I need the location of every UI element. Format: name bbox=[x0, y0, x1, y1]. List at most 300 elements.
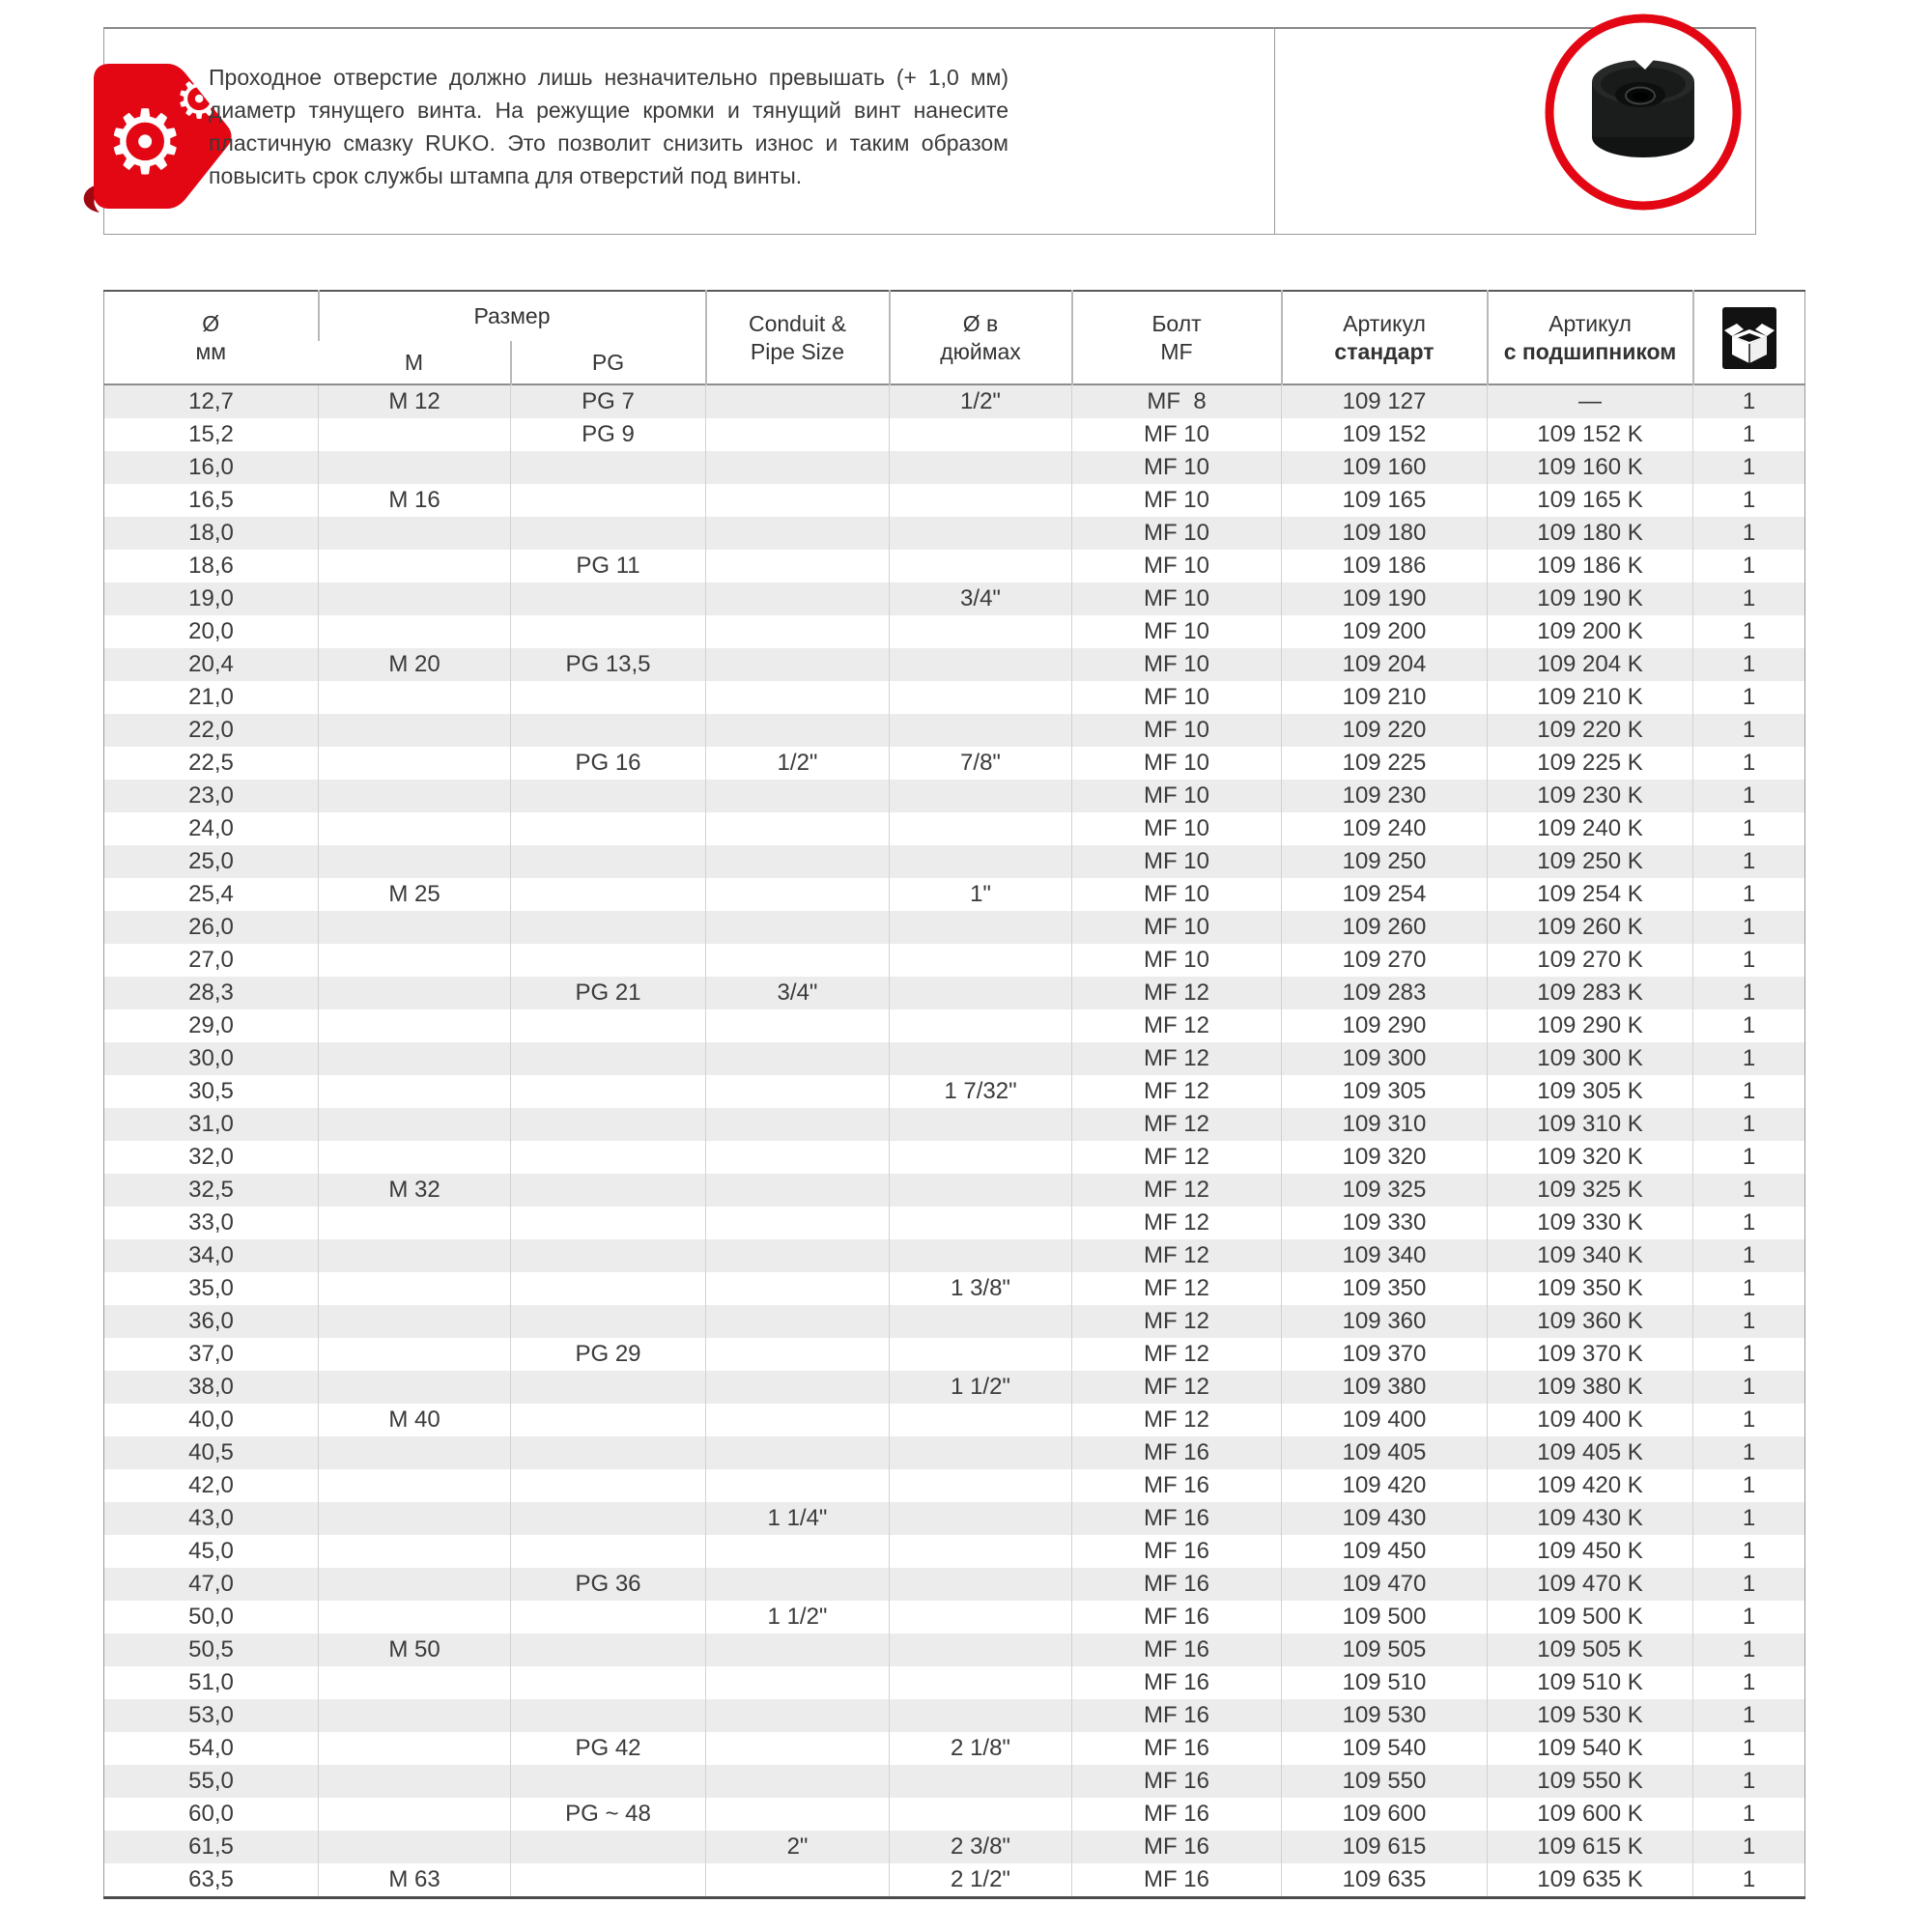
table-cell: MF 12 bbox=[1072, 1404, 1282, 1436]
table-cell: 25,4 bbox=[188, 881, 234, 907]
table-cell bbox=[706, 1568, 890, 1601]
table-cell: 109 290 K bbox=[1488, 1009, 1693, 1042]
table-cell: 61,5 bbox=[188, 1833, 234, 1860]
table-cell: PG 9 bbox=[511, 418, 706, 451]
table-cell bbox=[706, 1338, 890, 1371]
table-cell: 109 186 bbox=[1282, 550, 1488, 582]
table-cell bbox=[890, 1305, 1072, 1338]
table-header bbox=[104, 291, 1805, 384]
table-row bbox=[104, 1863, 1805, 1898]
table-cell: M 20 bbox=[319, 648, 511, 681]
col-header-article-line2: стандарт bbox=[1334, 338, 1435, 364]
table-cell bbox=[706, 517, 890, 550]
table-cell: 109 350 bbox=[1282, 1272, 1488, 1305]
table-cell: 109 400 K bbox=[1488, 1404, 1693, 1436]
table-row bbox=[104, 1239, 1805, 1272]
col-header-article-bearing-line2: с подшипником bbox=[1503, 338, 1677, 364]
table-cell bbox=[511, 780, 706, 812]
table-cell: 109 254 bbox=[1282, 878, 1488, 911]
table-cell bbox=[890, 1239, 1072, 1272]
table-cell: 1 3/8" bbox=[890, 1272, 1072, 1305]
table-cell: 1 bbox=[1693, 1174, 1805, 1207]
table-row bbox=[104, 1831, 1805, 1863]
table-cell: 109 160 K bbox=[1488, 451, 1693, 484]
table-cell: 109 540 K bbox=[1488, 1732, 1693, 1765]
table-cell: PG 13,5 bbox=[511, 648, 706, 681]
table-cell bbox=[706, 1535, 890, 1568]
table-cell: MF 12 bbox=[1072, 1207, 1282, 1239]
table-cell: 29,0 bbox=[188, 1012, 234, 1038]
table-cell bbox=[511, 517, 706, 550]
table-cell: 109 615 K bbox=[1488, 1831, 1693, 1863]
table-cell: 109 510 K bbox=[1488, 1666, 1693, 1699]
table-cell: 109 190 K bbox=[1488, 582, 1693, 615]
table-cell: 1 bbox=[1693, 1042, 1805, 1075]
table-cell: MF 16 bbox=[1072, 1863, 1282, 1898]
table-cell: MF 12 bbox=[1072, 1009, 1282, 1042]
table-cell: 30,5 bbox=[188, 1078, 234, 1104]
table-cell: 109 550 bbox=[1282, 1765, 1488, 1798]
table-cell: 1 bbox=[1693, 1338, 1805, 1371]
table-cell: 109 300 bbox=[1282, 1042, 1488, 1075]
table-cell bbox=[890, 1568, 1072, 1601]
table-cell bbox=[890, 1338, 1072, 1371]
table-cell: 32,5 bbox=[188, 1177, 234, 1203]
table-cell: 20,4 bbox=[188, 651, 234, 677]
table-cell bbox=[511, 878, 706, 911]
table-cell: 50,0 bbox=[188, 1604, 234, 1630]
table-cell: 1 bbox=[1693, 648, 1805, 681]
table-row bbox=[104, 648, 1805, 681]
table-cell bbox=[706, 1042, 890, 1075]
table-cell: 1 1/2" bbox=[890, 1371, 1072, 1404]
table-cell: 109 450 bbox=[1282, 1535, 1488, 1568]
table-cell bbox=[890, 1108, 1072, 1141]
table-row bbox=[104, 681, 1805, 714]
table-cell: 109 240 K bbox=[1488, 812, 1693, 845]
table-row bbox=[104, 1436, 1805, 1469]
table-cell: PG 36 bbox=[511, 1568, 706, 1601]
table-cell: MF 10 bbox=[1072, 878, 1282, 911]
table-cell bbox=[511, 1666, 706, 1699]
table-cell: 109 500 bbox=[1282, 1601, 1488, 1634]
table-cell: 1 bbox=[1693, 1699, 1805, 1732]
col-header-diameter-mm bbox=[104, 291, 319, 384]
table-cell bbox=[319, 714, 511, 747]
table-cell: MF 12 bbox=[1072, 1174, 1282, 1207]
table-cell bbox=[890, 845, 1072, 878]
table-row bbox=[104, 1338, 1805, 1371]
table-cell: 109 370 K bbox=[1488, 1338, 1693, 1371]
table-cell bbox=[706, 451, 890, 484]
table-cell bbox=[890, 1141, 1072, 1174]
table-cell: 109 380 K bbox=[1488, 1371, 1693, 1404]
table-cell: 42,0 bbox=[188, 1472, 234, 1498]
table-cell: 55,0 bbox=[188, 1768, 234, 1794]
table-cell: 22,0 bbox=[188, 717, 234, 743]
table-cell bbox=[706, 944, 890, 977]
table-cell bbox=[511, 484, 706, 517]
table-cell bbox=[319, 1568, 511, 1601]
table-cell bbox=[511, 944, 706, 977]
table-cell: 109 204 K bbox=[1488, 648, 1693, 681]
note-text: Проходное отверстие должно лишь незначительно превышать (+ 1,0 мм) диаметр тянущего винта. На режущие кромки и тянущий винт нанесите пластичную смазку RUKO. Это позволит снизить износ и таким образом повысить срок службы штампа для отверстий под винты. bbox=[209, 65, 1009, 188]
table-cell bbox=[890, 977, 1072, 1009]
table-cell bbox=[706, 1634, 890, 1666]
table-cell bbox=[890, 1436, 1072, 1469]
table-row bbox=[104, 451, 1805, 484]
table-cell bbox=[890, 648, 1072, 681]
table-cell: 1 bbox=[1693, 1404, 1805, 1436]
table-cell: PG ~ 48 bbox=[511, 1798, 706, 1831]
col-header-article-bearing-line1: Артикул bbox=[1548, 310, 1632, 336]
package-icon bbox=[1722, 307, 1776, 369]
table-cell: MF 12 bbox=[1072, 977, 1282, 1009]
table-cell: MF 16 bbox=[1072, 1634, 1282, 1666]
table-cell: 1" bbox=[890, 878, 1072, 911]
col-header-conduit-line2: Pipe Size bbox=[750, 338, 845, 364]
table-cell bbox=[511, 1108, 706, 1141]
table-cell bbox=[319, 1009, 511, 1042]
table-cell bbox=[890, 1535, 1072, 1568]
table-cell: 1 bbox=[1693, 1436, 1805, 1469]
table-cell: 1 bbox=[1693, 812, 1805, 845]
table-cell bbox=[319, 1239, 511, 1272]
table-cell bbox=[319, 1272, 511, 1305]
table-cell: 40,0 bbox=[188, 1406, 234, 1433]
col-header-article-line1: Артикул bbox=[1343, 310, 1426, 336]
table-row bbox=[104, 1108, 1805, 1141]
table-cell: — bbox=[1488, 384, 1693, 418]
table-cell: 18,6 bbox=[188, 553, 234, 579]
table-cell bbox=[890, 812, 1072, 845]
table-cell bbox=[511, 582, 706, 615]
col-header-size-group: Размер bbox=[319, 291, 706, 341]
table-cell: 43,0 bbox=[188, 1505, 234, 1531]
table-cell bbox=[511, 1831, 706, 1863]
col-header-inches bbox=[890, 291, 1072, 384]
table-cell: 1 bbox=[1693, 418, 1805, 451]
table-cell: 109 290 bbox=[1282, 1009, 1488, 1042]
table-cell bbox=[706, 714, 890, 747]
table-cell: 109 270 K bbox=[1488, 944, 1693, 977]
table-cell bbox=[319, 1732, 511, 1765]
table-row bbox=[104, 550, 1805, 582]
table-row bbox=[104, 714, 1805, 747]
table-cell: MF 10 bbox=[1072, 517, 1282, 550]
punch-die-photo bbox=[1543, 12, 1744, 213]
table-cell bbox=[319, 1469, 511, 1502]
table-cell: 1 bbox=[1693, 780, 1805, 812]
col-header-conduit bbox=[706, 291, 890, 384]
table-cell: 109 530 K bbox=[1488, 1699, 1693, 1732]
table-row bbox=[104, 615, 1805, 648]
table-cell: 109 210 bbox=[1282, 681, 1488, 714]
col-header-bolt-line2: MF bbox=[1160, 338, 1193, 364]
table-cell: 21,0 bbox=[188, 684, 234, 710]
table-cell: 109 190 bbox=[1282, 582, 1488, 615]
table-row bbox=[104, 418, 1805, 451]
table-cell: 1 bbox=[1693, 615, 1805, 648]
table-cell: 1 bbox=[1693, 1601, 1805, 1634]
table-cell: 1 bbox=[1693, 1831, 1805, 1863]
table-cell: 1 bbox=[1693, 977, 1805, 1009]
table-cell bbox=[706, 1732, 890, 1765]
table-cell: M 12 bbox=[319, 384, 511, 418]
table-cell: MF 10 bbox=[1072, 615, 1282, 648]
table-cell: MF 10 bbox=[1072, 714, 1282, 747]
table-cell bbox=[890, 1798, 1072, 1831]
table-cell bbox=[319, 681, 511, 714]
col-header-conduit-line1: Conduit & bbox=[748, 310, 846, 336]
table-cell: MF 16 bbox=[1072, 1469, 1282, 1502]
table-cell bbox=[319, 911, 511, 944]
table-cell bbox=[511, 1075, 706, 1108]
table-cell: 7/8" bbox=[890, 747, 1072, 780]
table-cell bbox=[890, 451, 1072, 484]
table-cell: 109 505 K bbox=[1488, 1634, 1693, 1666]
table-cell bbox=[890, 1699, 1072, 1732]
table-cell: 30,0 bbox=[188, 1045, 234, 1071]
table-row bbox=[104, 1371, 1805, 1404]
table-cell bbox=[319, 1338, 511, 1371]
table-cell bbox=[890, 681, 1072, 714]
table-cell: 53,0 bbox=[188, 1702, 234, 1728]
table-cell: 1 bbox=[1693, 451, 1805, 484]
table-cell: 109 152 K bbox=[1488, 418, 1693, 451]
table-cell bbox=[706, 1009, 890, 1042]
table-cell bbox=[890, 484, 1072, 517]
col-header-mm-line1: Ø bbox=[202, 310, 220, 336]
table-cell: 16,5 bbox=[188, 487, 234, 513]
table-cell bbox=[890, 1469, 1072, 1502]
table-cell: 109 405 bbox=[1282, 1436, 1488, 1469]
table-cell bbox=[511, 1009, 706, 1042]
table-cell bbox=[319, 944, 511, 977]
table-row bbox=[104, 1666, 1805, 1699]
gear-icon: ⚙ bbox=[175, 69, 224, 131]
table-cell: 1 bbox=[1693, 944, 1805, 977]
table-cell: 109 165 K bbox=[1488, 484, 1693, 517]
table-row bbox=[104, 780, 1805, 812]
note-box bbox=[103, 27, 1756, 235]
table-row bbox=[104, 1404, 1805, 1436]
table-cell: 1 bbox=[1693, 517, 1805, 550]
table-cell: 109 260 bbox=[1282, 911, 1488, 944]
table-cell bbox=[511, 451, 706, 484]
table-cell bbox=[319, 582, 511, 615]
table-cell bbox=[706, 582, 890, 615]
table-row bbox=[104, 384, 1805, 418]
table-row bbox=[104, 1207, 1805, 1239]
table-cell bbox=[890, 418, 1072, 451]
table-cell: MF 12 bbox=[1072, 1338, 1282, 1371]
table-cell bbox=[511, 1634, 706, 1666]
table-cell: 109 635 bbox=[1282, 1863, 1488, 1898]
table-cell bbox=[706, 615, 890, 648]
table-cell bbox=[706, 1174, 890, 1207]
table-cell: 19,0 bbox=[188, 585, 234, 611]
col-header-size-m: M bbox=[404, 349, 424, 375]
table-cell: 109 380 bbox=[1282, 1371, 1488, 1404]
table-cell: 12,7 bbox=[104, 384, 319, 418]
table-cell: 40,5 bbox=[188, 1439, 234, 1465]
table-cell: MF 16 bbox=[1072, 1732, 1282, 1765]
table-cell: 109 450 K bbox=[1488, 1535, 1693, 1568]
table-cell: 1 bbox=[1693, 1272, 1805, 1305]
table-cell: 109 310 bbox=[1282, 1108, 1488, 1141]
table-row bbox=[104, 517, 1805, 550]
table-cell: 109 200 K bbox=[1488, 615, 1693, 648]
table-cell: 63,5 bbox=[188, 1866, 234, 1892]
table-cell: 109 350 K bbox=[1488, 1272, 1693, 1305]
table-cell bbox=[319, 1699, 511, 1732]
table-cell bbox=[706, 1666, 890, 1699]
table-cell: 109 505 bbox=[1282, 1634, 1488, 1666]
table-cell bbox=[511, 1404, 706, 1436]
table-row bbox=[104, 1075, 1805, 1108]
table-cell bbox=[511, 1174, 706, 1207]
col-header-inches-line2: дюймах bbox=[940, 338, 1021, 364]
table-cell: 109 200 bbox=[1282, 615, 1488, 648]
table-cell: 109 160 bbox=[1282, 451, 1488, 484]
table-cell: MF 12 bbox=[1072, 1239, 1282, 1272]
table-cell: 1 bbox=[1693, 1798, 1805, 1831]
table-cell bbox=[319, 418, 511, 451]
table-cell bbox=[319, 977, 511, 1009]
table-cell: 109 165 bbox=[1282, 484, 1488, 517]
table-cell: 109 260 K bbox=[1488, 911, 1693, 944]
table-cell: MF 10 bbox=[1072, 845, 1282, 878]
table-cell: MF 10 bbox=[1072, 550, 1282, 582]
table-cell: 1 bbox=[1693, 1371, 1805, 1404]
table-cell: 47,0 bbox=[188, 1571, 234, 1597]
table-cell: 1 bbox=[1693, 1863, 1805, 1898]
table-cell: MF 10 bbox=[1072, 944, 1282, 977]
table-cell: 109 420 K bbox=[1488, 1469, 1693, 1502]
table-cell: 109 600 bbox=[1282, 1798, 1488, 1831]
table-cell: 109 180 K bbox=[1488, 517, 1693, 550]
table-cell bbox=[706, 550, 890, 582]
table-cell bbox=[319, 1436, 511, 1469]
table-row bbox=[104, 911, 1805, 944]
table-row bbox=[104, 484, 1805, 517]
table-cell: MF 10 bbox=[1072, 812, 1282, 845]
col-header-bolt-line1: Болт bbox=[1151, 310, 1202, 336]
table-row bbox=[104, 812, 1805, 845]
spec-table bbox=[103, 290, 1805, 1899]
table-cell: MF 16 bbox=[1072, 1699, 1282, 1732]
table-row bbox=[104, 747, 1805, 780]
note-divider bbox=[1274, 29, 1275, 234]
table-cell bbox=[706, 1765, 890, 1798]
table-cell: 109 283 K bbox=[1488, 977, 1693, 1009]
table-cell: 109 152 bbox=[1282, 418, 1488, 451]
table-cell: PG 7 bbox=[511, 384, 706, 418]
table-cell bbox=[319, 1601, 511, 1634]
table-cell: 109 370 bbox=[1282, 1338, 1488, 1371]
table-cell: 45,0 bbox=[188, 1538, 234, 1564]
table-cell: MF 10 bbox=[1072, 780, 1282, 812]
table-cell: 109 180 bbox=[1282, 517, 1488, 550]
table-cell bbox=[511, 1239, 706, 1272]
table-cell: MF 16 bbox=[1072, 1502, 1282, 1535]
table-cell: 1 bbox=[1693, 747, 1805, 780]
table-cell bbox=[706, 845, 890, 878]
table-row bbox=[104, 977, 1805, 1009]
table-cell bbox=[890, 615, 1072, 648]
table-cell bbox=[706, 384, 890, 418]
table-cell bbox=[511, 1502, 706, 1535]
table-cell: MF 16 bbox=[1072, 1798, 1282, 1831]
table-row bbox=[104, 1699, 1805, 1732]
table-cell: 51,0 bbox=[188, 1669, 234, 1695]
table-cell bbox=[890, 550, 1072, 582]
table-cell: MF 16 bbox=[1072, 1765, 1282, 1798]
table-cell: 109 270 bbox=[1282, 944, 1488, 977]
table-cell bbox=[319, 812, 511, 845]
table-row bbox=[104, 1009, 1805, 1042]
table-cell bbox=[890, 1634, 1072, 1666]
table-cell bbox=[511, 1272, 706, 1305]
table-cell: 24,0 bbox=[188, 815, 234, 841]
table-cell bbox=[706, 1108, 890, 1141]
table-body bbox=[104, 384, 1805, 1898]
table-cell: MF 10 bbox=[1072, 681, 1282, 714]
table-cell bbox=[890, 1042, 1072, 1075]
table-cell: MF 8 bbox=[1072, 384, 1282, 418]
table-cell: PG 21 bbox=[511, 977, 706, 1009]
table-cell bbox=[511, 1601, 706, 1634]
table-row bbox=[104, 1042, 1805, 1075]
table-cell: 1 bbox=[1693, 1765, 1805, 1798]
table-cell: MF 10 bbox=[1072, 582, 1282, 615]
table-cell: 109 400 bbox=[1282, 1404, 1488, 1436]
table-cell: MF 16 bbox=[1072, 1666, 1282, 1699]
table-cell bbox=[890, 517, 1072, 550]
table-cell: 109 210 K bbox=[1488, 681, 1693, 714]
table-cell: 109 330 bbox=[1282, 1207, 1488, 1239]
table-cell: 27,0 bbox=[188, 947, 234, 973]
table-cell bbox=[706, 1699, 890, 1732]
table-cell bbox=[890, 714, 1072, 747]
table-cell bbox=[319, 780, 511, 812]
table-cell: 1 7/32" bbox=[890, 1075, 1072, 1108]
table-cell: 109 230 bbox=[1282, 780, 1488, 812]
table-cell: 109 430 bbox=[1282, 1502, 1488, 1535]
table-cell bbox=[511, 911, 706, 944]
table-cell: 1 bbox=[1693, 1207, 1805, 1239]
table-cell bbox=[319, 747, 511, 780]
table-cell bbox=[319, 1502, 511, 1535]
table-cell: PG 11 bbox=[511, 550, 706, 582]
table-cell: 31,0 bbox=[188, 1111, 234, 1137]
table-cell: 109 320 K bbox=[1488, 1141, 1693, 1174]
table-cell: 109 530 bbox=[1282, 1699, 1488, 1732]
table-row bbox=[104, 944, 1805, 977]
table-cell: 2" bbox=[706, 1831, 890, 1863]
table-cell bbox=[706, 648, 890, 681]
table-row bbox=[104, 1601, 1805, 1634]
table-cell bbox=[890, 1502, 1072, 1535]
table-cell: 15,2 bbox=[188, 421, 234, 447]
table-cell: 50,5 bbox=[188, 1636, 234, 1662]
table-cell: 109 470 K bbox=[1488, 1568, 1693, 1601]
table-cell: MF 10 bbox=[1072, 418, 1282, 451]
table-cell: 1 bbox=[1693, 1634, 1805, 1666]
table-cell: 109 186 K bbox=[1488, 550, 1693, 582]
table-cell: 1/2" bbox=[706, 747, 890, 780]
